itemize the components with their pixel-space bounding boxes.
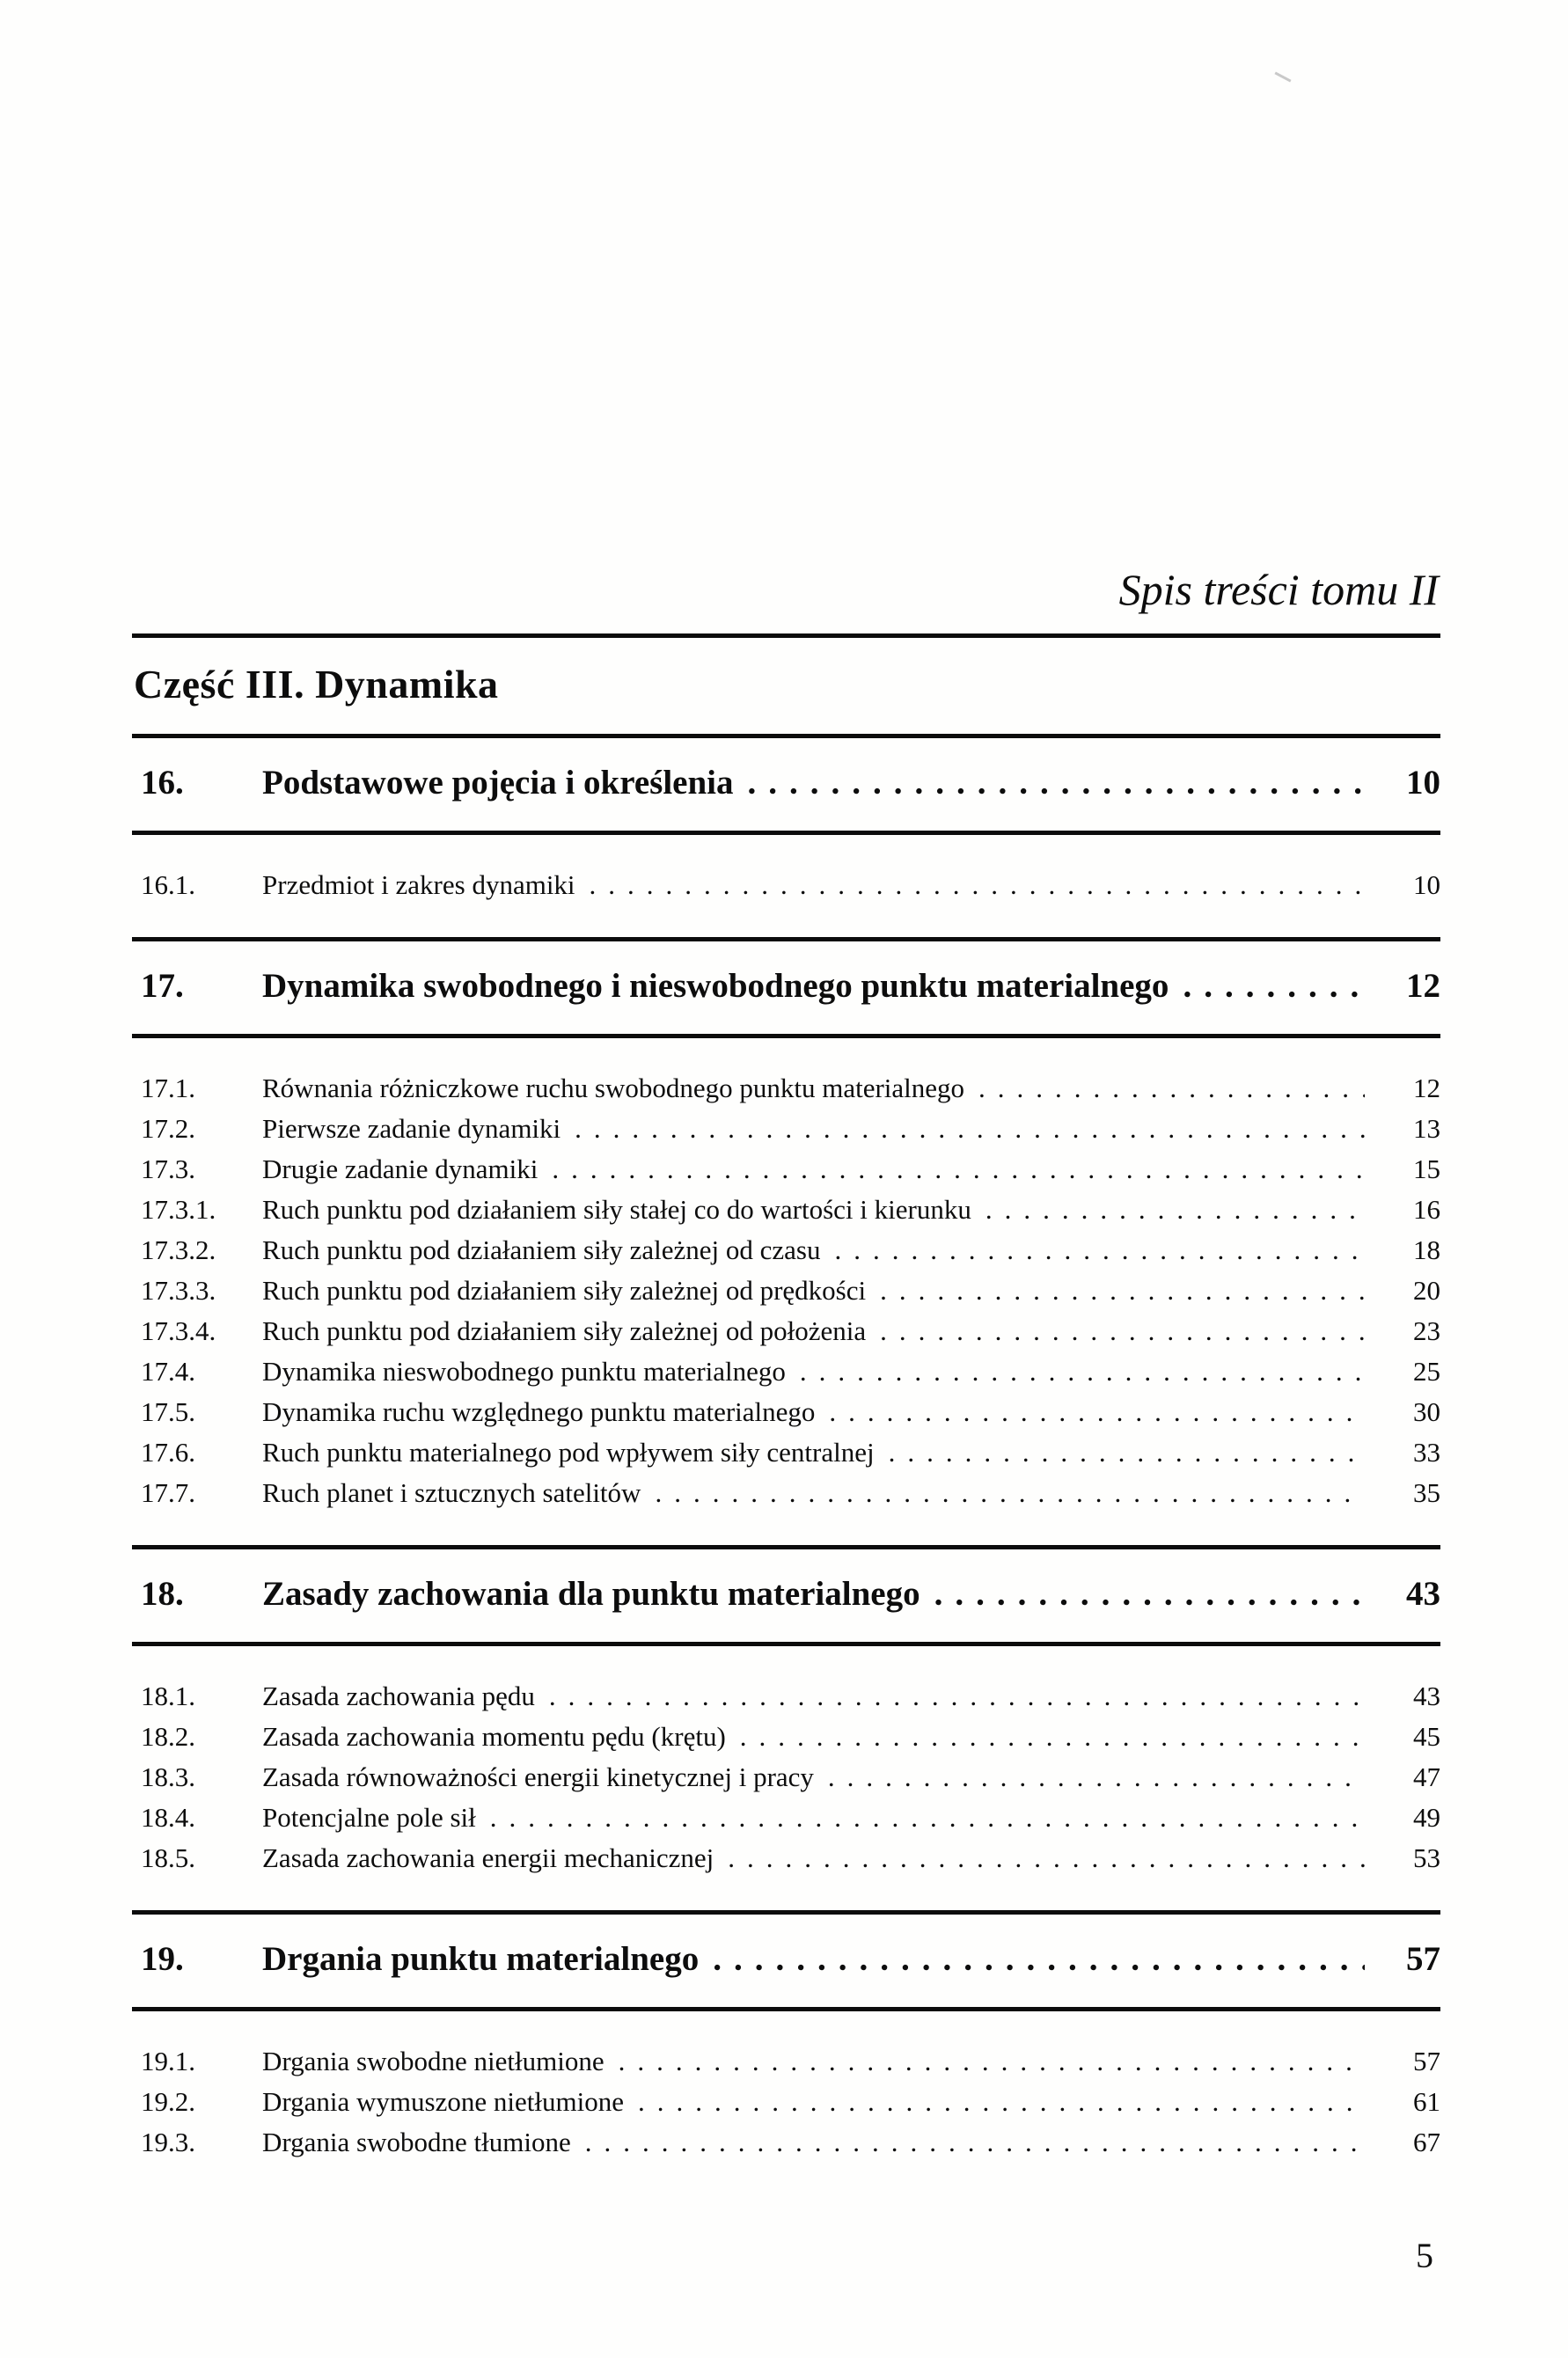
entry-page-number: 30 <box>1413 1396 1440 1427</box>
entry-page-number: 18 <box>1413 1234 1440 1265</box>
dot-leader <box>1169 966 1365 1006</box>
entry-number: 18.5. <box>141 1842 195 1873</box>
dot-leader <box>964 1068 1365 1109</box>
entry-number: 18.1. <box>141 1681 195 1711</box>
entry-number: 18.3. <box>141 1761 195 1792</box>
entry-page-number: 33 <box>1413 1437 1440 1468</box>
entry-page-number: 45 <box>1413 1721 1440 1752</box>
entry-title: Drgania wymuszone nietłumione <box>262 2086 624 2117</box>
page-header-title: Spis treści tomu II <box>1118 565 1439 614</box>
entry-page-number: 16 <box>1413 1194 1440 1225</box>
entry-number: 19.3. <box>141 2127 195 2157</box>
toc-section-row <box>132 1915 1440 2007</box>
entry-title: Drugie zadanie dynamiki <box>262 1153 539 1184</box>
entry-number: 18.2. <box>141 1721 195 1752</box>
entry-title: Zasada zachowania pędu <box>262 1681 535 1711</box>
entry-number: 19.1. <box>141 2046 195 2076</box>
toc-entries-block <box>132 835 1440 937</box>
entry-page-number: 49 <box>1413 1802 1440 1833</box>
part-heading: Część III. Dynamika <box>134 662 499 707</box>
entry-number: 17.4. <box>141 1356 195 1387</box>
section-page-number: 57 <box>1406 1940 1440 1978</box>
dot-leader <box>786 1351 1365 1392</box>
toc-section-row <box>132 941 1440 1034</box>
toc-entry-row <box>132 1473 1440 1513</box>
entry-title: Ruch punktu materialnego pod wpływem siły centralnej <box>262 1437 875 1468</box>
toc-entry-row <box>132 1271 1440 1311</box>
entry-page-number: 61 <box>1413 2086 1440 2117</box>
toc-body <box>132 734 1440 2194</box>
entry-title: Ruch punktu pod działaniem siły zależnej od czasu <box>262 1234 821 1265</box>
section-number: 19. <box>141 1940 184 1978</box>
entry-title: Pierwsze zadanie dynamiki <box>262 1113 561 1144</box>
toc-entry-row <box>132 1757 1440 1798</box>
entry-page-number: 53 <box>1413 1842 1440 1873</box>
toc-entry-row <box>132 1351 1440 1392</box>
entry-page-number: 43 <box>1413 1681 1440 1711</box>
entry-number: 19.2. <box>141 2086 195 2117</box>
entry-title: Ruch punktu pod działaniem siły stałej co do wartości i kierunku <box>262 1194 971 1225</box>
toc-entry-row <box>132 1676 1440 1717</box>
entry-number: 17.7. <box>141 1477 195 1508</box>
dot-leader <box>815 1392 1365 1432</box>
entry-title: Zasada równoważności energii kinetycznej i pracy <box>262 1761 814 1792</box>
dot-leader <box>571 2122 1365 2163</box>
toc-content <box>132 0 1440 2276</box>
entry-number: 17.3.1. <box>141 1194 216 1225</box>
toc-entry-row <box>132 2041 1440 2082</box>
entry-page-number: 12 <box>1413 1073 1440 1103</box>
toc-entry-row <box>132 1068 1440 1109</box>
dot-leader <box>538 1149 1365 1190</box>
toc-entry-row <box>132 865 1440 905</box>
dot-leader <box>734 763 1366 802</box>
dot-leader <box>535 1676 1365 1717</box>
dot-leader <box>920 1574 1365 1614</box>
section-number: 16. <box>141 764 184 802</box>
toc-entry-row <box>132 1717 1440 1757</box>
entry-page-number: 25 <box>1413 1356 1440 1387</box>
entry-number: 16.1. <box>141 869 195 900</box>
entry-number: 17.3.2. <box>141 1234 216 1265</box>
page-number: 5 <box>1416 2236 1433 2275</box>
dot-leader <box>575 865 1365 905</box>
entry-title: Drgania swobodne tłumione <box>262 2127 571 2157</box>
dot-leader <box>726 1717 1365 1757</box>
entry-title: Zasada zachowania energii mechanicznej <box>262 1842 714 1873</box>
dot-leader <box>971 1190 1365 1230</box>
section-number: 18. <box>141 1575 184 1613</box>
toc-entry-row <box>132 1149 1440 1190</box>
toc-section-row <box>132 738 1440 831</box>
dot-leader <box>814 1757 1365 1798</box>
entry-title: Dynamika ruchu względnego punktu materialnego <box>262 1396 816 1427</box>
toc-entry-row <box>132 1392 1440 1432</box>
section-page-number: 10 <box>1406 764 1440 802</box>
section-page-number: 43 <box>1406 1575 1440 1613</box>
entry-number: 17.6. <box>141 1437 195 1468</box>
toc-entries-block <box>132 2011 1440 2194</box>
entry-page-number: 47 <box>1413 1761 1440 1792</box>
entry-page-number: 15 <box>1413 1153 1440 1184</box>
toc-entry-row <box>132 1311 1440 1351</box>
dot-leader <box>820 1230 1365 1271</box>
entry-number: 17.3. <box>141 1153 195 1184</box>
dot-leader <box>641 1473 1365 1513</box>
dot-leader <box>604 2041 1365 2082</box>
entry-number: 17.3.3. <box>141 1275 216 1306</box>
dot-leader <box>866 1311 1365 1351</box>
entry-title: Dynamika nieswobodnego punktu materialnego <box>262 1356 786 1387</box>
entry-title: Drgania swobodne nietłumione <box>262 2046 604 2076</box>
entry-page-number: 57 <box>1413 2046 1440 2076</box>
dot-leader <box>561 1109 1365 1149</box>
toc-section-row <box>132 1549 1440 1642</box>
entry-title: Ruch punktu pod działaniem siły zależnej od prędkości <box>262 1275 867 1306</box>
section-title: Dynamika swobodnego i nieswobodnego punktu materialnego <box>262 967 1169 1005</box>
entry-number: 18.4. <box>141 1802 195 1833</box>
section-page-number: 12 <box>1406 967 1440 1005</box>
toc-entry-row <box>132 1190 1440 1230</box>
dot-leader <box>624 2082 1365 2122</box>
dot-leader <box>476 1798 1365 1838</box>
horizontal-rule <box>132 633 1440 638</box>
entry-page-number: 10 <box>1413 869 1440 900</box>
dot-leader <box>714 1838 1365 1878</box>
entry-number: 17.1. <box>141 1073 195 1103</box>
entry-number: 17.3.4. <box>141 1315 216 1346</box>
entry-title: Równania różniczkowe ruchu swobodnego punktu materialnego <box>262 1073 965 1103</box>
dot-leader <box>699 1939 1365 1979</box>
toc-entry-row <box>132 1798 1440 1838</box>
entry-number: 17.2. <box>141 1113 195 1144</box>
toc-entry-row <box>132 2122 1440 2163</box>
toc-entries-block <box>132 1646 1440 1910</box>
entry-page-number: 13 <box>1413 1113 1440 1144</box>
dot-leader <box>866 1271 1365 1311</box>
toc-entries-block <box>132 1038 1440 1545</box>
entry-number: 17.5. <box>141 1396 195 1427</box>
section-number: 17. <box>141 967 184 1005</box>
toc-entry-row <box>132 1230 1440 1271</box>
section-title: Zasady zachowania dla punktu materialnego <box>262 1575 920 1613</box>
toc-entry-row <box>132 1838 1440 1878</box>
toc-entry-row <box>132 1109 1440 1149</box>
entry-title: Potencjalne pole sił <box>262 1802 476 1833</box>
entry-title: Zasada zachowania momentu pędu (krętu) <box>262 1721 726 1752</box>
entry-page-number: 67 <box>1413 2127 1440 2157</box>
entry-title: Ruch planet i sztucznych satelitów <box>262 1477 641 1508</box>
section-title: Podstawowe pojęcia i określenia <box>262 764 734 802</box>
entry-title: Przedmiot i zakres dynamiki <box>262 869 575 900</box>
dot-leader <box>875 1432 1365 1473</box>
entry-page-number: 23 <box>1413 1315 1440 1346</box>
entry-page-number: 20 <box>1413 1275 1440 1306</box>
section-title: Drgania punktu materialnego <box>262 1940 700 1978</box>
toc-entry-row <box>132 1432 1440 1473</box>
entry-title: Ruch punktu pod działaniem siły zależnej od położenia <box>262 1315 867 1346</box>
entry-page-number: 35 <box>1413 1477 1440 1508</box>
toc-entry-row <box>132 2082 1440 2122</box>
